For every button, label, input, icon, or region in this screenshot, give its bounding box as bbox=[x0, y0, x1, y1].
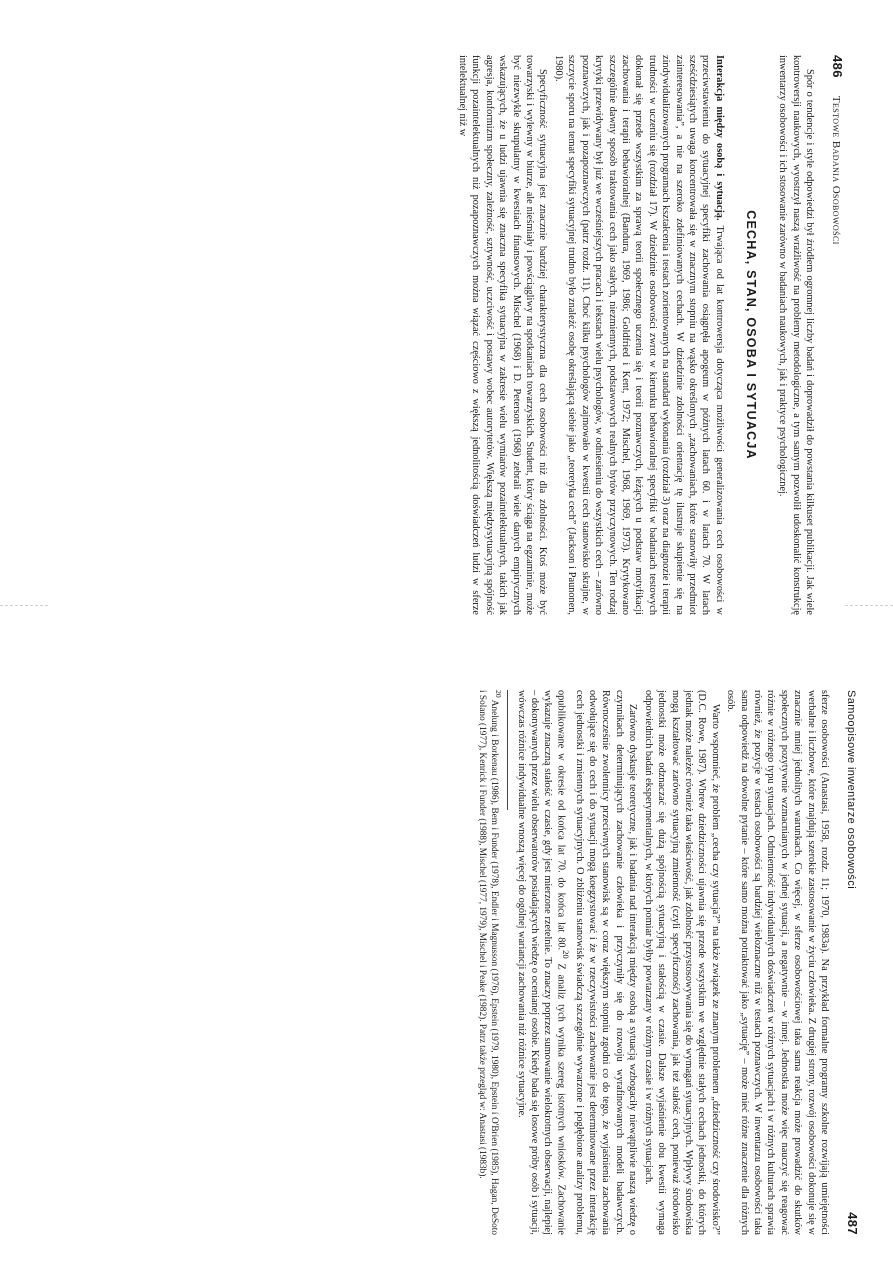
paragraph-body: Trwająca od lat kontrowersja dotycząca możliwości generalizowania cech osobowości w przeciwstawieniu do sytuacyjnej specyfiki zachowania osiągnęła apogeum w późnych latach 60. i w latach 70. W latach sześćdziesiątych uwaga koncentrowała się w znacznym stopniu na wąsko określonych „zachowaniach, które stanowiły przedmiot zainteresowania”, a nie na szeroko zdefiniowanych cechach. W dziedzinie zdolności orientację tę ilustruje skupienie się na zindywidualizowanych programach kształcenia i testach zorientowanych na standard wykonania (rozdział 3) oraz na diagnozie i terapii trudności w uczeniu się (rozdział 17). W dziedzinie osobowości zwrot w kierunku behawioralnej specyfiki w badaniach testowych dokonał się przede wszystkim za sprawą teorii społecznego uczenia się i teorii poznawczych, leżących u podstaw motyfikacji zachowania i terapii behawioralnej (Bandura, 1969, 1986; Goldfried i Kent, 1972; Mischel, 1968, 1969, 1973). Krytykowano szczególnie dawny sposób traktowania cech jako stałych, niezmiennych, podstawowych realnych bytów przyczynowych. Ten rodzaj krytyki przewidywany był już we wcześniejszych pracach i tekstach wielu psychologów, w odniesieniu do wszystkich cech – zarówno poznawczych, jak i pozapoznawczych (patrz rozdz. 11). Choć kilku psychologów zajmowało w kwestii cech stanowisko skrajne, w szczycie sporu na temat specyfiki sytuacyjnej trudno było znaleźć osobę określającą siebie jako „teoretyka cech” (Jackson i Paunonen, 1980). bbox=[552, 55, 725, 615]
page-486 bbox=[50, 55, 845, 615]
footnote bbox=[476, 690, 504, 1235]
running-head-487 bbox=[845, 690, 860, 1235]
footnote-rule bbox=[507, 690, 508, 810]
running-head-486 bbox=[830, 55, 845, 615]
paragraph-heredity: Warto wspomnieć, że problem „cecha czy sytuacja?” na także związek ze znanym problemem „dziedziczność czy środowisko?” (D.C. Rowe, 1987). Wbrew dziedziczności ujawnia się przede wszystkim we względnie stałych cechach jednostki, do których jednak może należeć również taka właściwość, jak zdolność przystosowywania się do wymagań sytuacyjnych. Wpływy środowiska mogą kształtować zarówno sytuacyjną zmienność (czyli specyficzność) zachowania, jak też stałość cech, ponieważ środowisko jednostki może odznaczać się dużą spójnością sytuacyjną i stałością w czasie. Dalsze wyjaśnienie obu kwestii wymaga odpowiednich badań eksperymentalnych, w których pomiar byłby powtarzany w różnym czasie i w różnych sytuacjach. bbox=[642, 690, 721, 1235]
paragraph-continuation: sferze osobowości (Anastasi, 1958, rozdz. 11; 1970, 1983a). Na przykład formalne programy szkolne rozwijają umiejętności werbalne i liczbowe, które znajdują szerokie zastosowanie w życiu człowieka. Z drugiej strony, rozwój osobowości dokonuje się w znacznie mniej jednolitych warunkach. Co więcej, w sferze osobowościowej taka sama reakcja może prowadzić do skutków społecznych pozytywnie wzmacnianych w jednej sytuacji, a negatywnie – w innej. Jednostka może więc nauczyć się reagować różnie w różnego typu sytuacjach. Odmienność indywidualnych doświadczeń w różnych sytuacjach i w różnych kulturach sprawia również, że pozycje w testach osobowości są bardziej wieloznaczne niż w testach poznawczych. W inwentarzu osobowości taka sama odpowiedź na dowolne pytanie – które samo można potraktować jako „sytuację” – może mieć różne znaczenie dla różnych osób. bbox=[725, 690, 830, 1235]
intro-paragraph: Spór o tendencje i style odpowiedzi był źródłem ogromnej liczby badań i doprowadził do powstania kilkuset publikacji. Jak wiele kontrowersji naukowych, wyostrzył naszą wrażliwość na problemy metodologiczne, a tym samym pozwolił udoskonalić konstrukcję inwentarzy osobowości i ich stosowanie zarówno w badaniach naukowych, jak i praktyce psychologicznej. bbox=[777, 55, 815, 615]
footnote-ref: 20 bbox=[561, 950, 572, 959]
running-head-title: Testowe Badania Osobowości bbox=[830, 95, 842, 245]
page-487 bbox=[40, 690, 860, 1235]
footnote-marker: 20 bbox=[494, 690, 504, 698]
footnote-text: Anelung i Borkenau (1986), Bem i Funder (1978), Endler i Magnusson (1976), Epstein (1979, 1980), Epstein i O'Brien (1985), Hagan, DeSoto i Solano (1977), Kenrick i Funder (1988), Mischel (1977, 1979), Mischel i Peake (1982). Patrz także przegląd w: Anastasi (1983b). bbox=[477, 690, 500, 1235]
section-heading: CECHA, STAN, OSOBA I SYTUACJA bbox=[743, 210, 758, 460]
page-number: 486 bbox=[830, 55, 845, 78]
page-number: 487 bbox=[845, 1212, 860, 1235]
running-head-title: Samoopisowe inwentarze osobowości bbox=[845, 690, 857, 890]
paragraph-specificity: Specyficzność sytuacyjna jest znacznie bardziej charakterystyczna dla cech osobowości niż dla zdolności. Ktoś może być towarzyski i wylewny w biurze, ale nieśmiały i powściągliwy na spotkaniach towarzyskich. Student, który ściąga na egzaminie, może być niezwykle skrupulatny w kwestiach finansowych. Mischel (1968) i D. Peterson (1968) zebrali wiele danych empirycznych wskazujących, że u ludzi ujawnia się znaczna specyfika sytuacyjna w zakresie wielu wymiarów pozaintelektualnych, takich jak agresja, konformizm społeczny, zależność, sztywność, uczciwość i postawy wobec autorytetów. Większą międzysytuacyjną spójność funkcji pozaintelektualnych niż pozapoznawczych można wiązać częściowo z większą jednolitością doświadczeń ludzi w sferze intelektualnej niż w bbox=[457, 55, 549, 615]
paragraph-interaction bbox=[552, 55, 726, 615]
paragraph-discussion bbox=[514, 690, 639, 1235]
paragraph-lead: Interakcja między osobą i sytuacją. bbox=[713, 55, 725, 221]
paragraph-discussion-end: Z analiz tych wynika szereg istotnych wniosków. Zachowanie wykazuje znaczną stałość w czasie, gdy jest mierzone rzetelnie. To znaczy poprzez sumowanie wielokrotnych obserwacji, najlepiej – dokonywanych przez wielu obserwatorów posiadających wiedzę o ocenianej osobie. Kiedy bada się losowe próby osób i sytuacji, wówczas różnice indywidualne wnoszą więcej do ogólnej wariancji zachowania niż różnice sytuacyjne. bbox=[515, 690, 567, 1235]
paragraph-discussion-body: Zarówno dyskusje teoretyczne, jak i badania nad interakcją między osobą a sytuacją wzbogaciły niewątpliwie naszą wiedzę o czynnikach determinujących zachowanie człowieka i przyczyniły się do rozwoju wyrafinowanych modeli badawczych. Równocześnie zwolennicy przeciwnych stanowisk są w coraz większym stopniu zgodni co do tego, że wyjaśnienia zachowania odwołujące się do cech i do sytuacji mogą koegzystować i że w rzeczywistości zachowanie jest determinowane przez interakcję cech jednostki i zmiennych sytuacyjnych. O zbliżeniu stanowisk świadczą szczególnie wywarzone i pogłębione analizy problemu, opublikowane w okresie od końca lat 70. do końca lat 80. bbox=[555, 690, 639, 1235]
